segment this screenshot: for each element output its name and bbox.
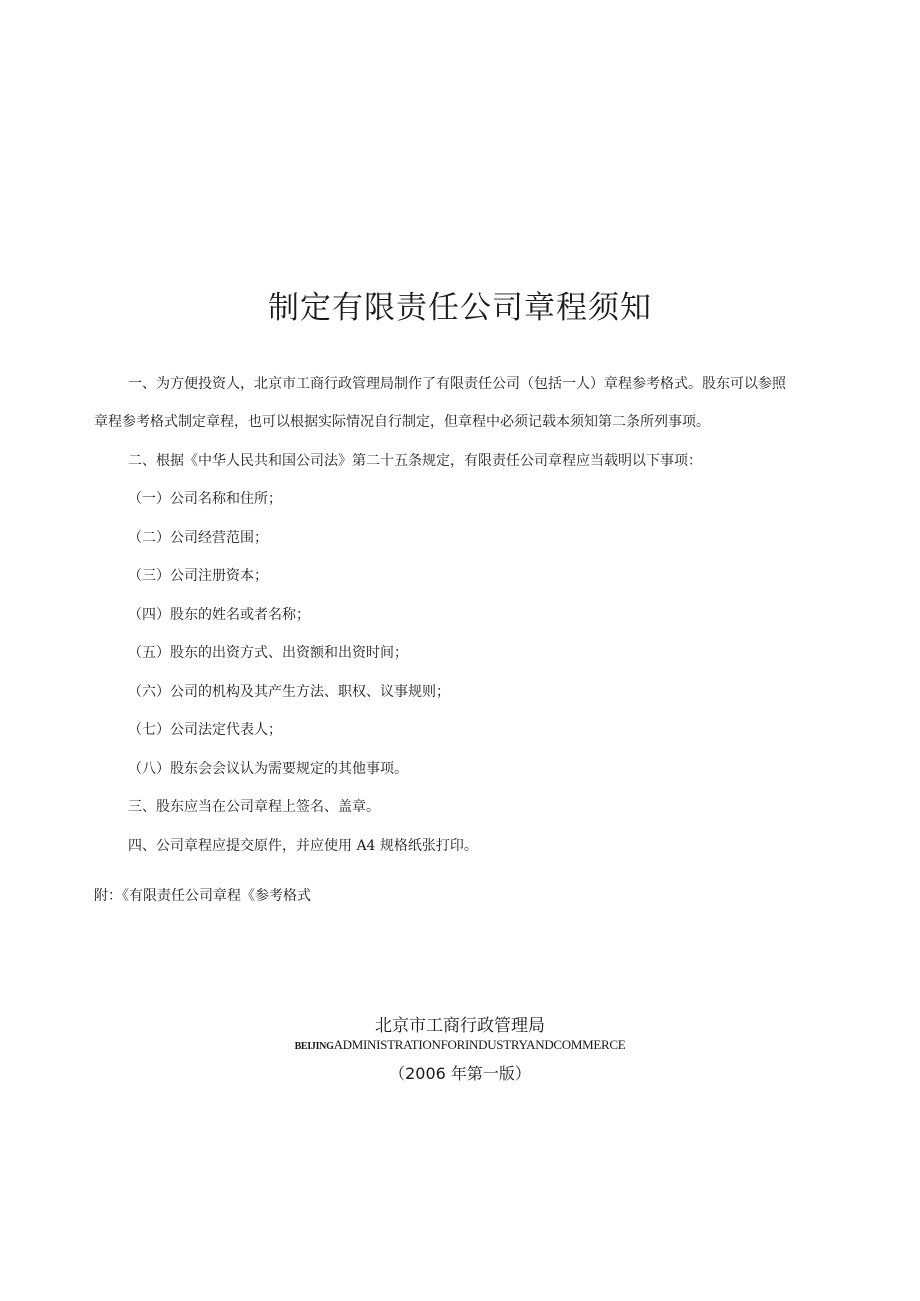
paragraph-2: 二、根据《中华人民共和国公司法》第二十五条规定，有限责任公司章程应当载明以下事项： [128,453,702,469]
document-title: 制定有限责任公司章程须知 [268,290,652,326]
list-item: （五）股东的出资方式、出资额和出资时间； [128,645,408,661]
list-item: （六）公司的机构及其产生方法、职权、议事规则； [128,684,450,700]
attachment-note: 附：《有限责任公司章程《参考格式 [94,888,311,904]
paragraph-3: 三、股东应当在公司章程上签名、盖章。 [128,799,380,815]
issuer-name-chinese: 北京市工商行政管理局 [375,1016,545,1036]
issuer-name-english-bold: BEIJING [294,1041,334,1052]
paragraph-4: 四、公司章程应提交原件，并应使用 A4 规格纸张打印。 [128,838,478,854]
list-item: （四）股东的姓名或者名称； [128,607,310,623]
list-item: （三）公司注册资本； [128,568,268,584]
list-item: （二）公司经营范围； [128,530,268,546]
list-item: （七）公司法定代表人； [128,722,282,738]
list-item: （八）股东会会议认为需要规定的其他事项。 [128,761,408,777]
paragraph-1-line-2: 章程参考格式制定章程，也可以根据实际情况自行制定，但章程中必须记载本须知第二条所列事项。 [94,414,710,430]
issuer-name-english-rest: ADMINISTRATIONFORINDUSTRYANDCOMMERCE [333,1037,626,1052]
issuer-name-english [0,1037,920,1053]
paragraph-1-line-1: 一、为方便投资人，北京市工商行政管理局制作了有限责任公司（包括一人）章程参考格式。股东可以参照 [128,376,786,392]
list-item: （一）公司名称和住所； [128,491,282,507]
edition-label: （2006 年第一版） [389,1064,531,1083]
